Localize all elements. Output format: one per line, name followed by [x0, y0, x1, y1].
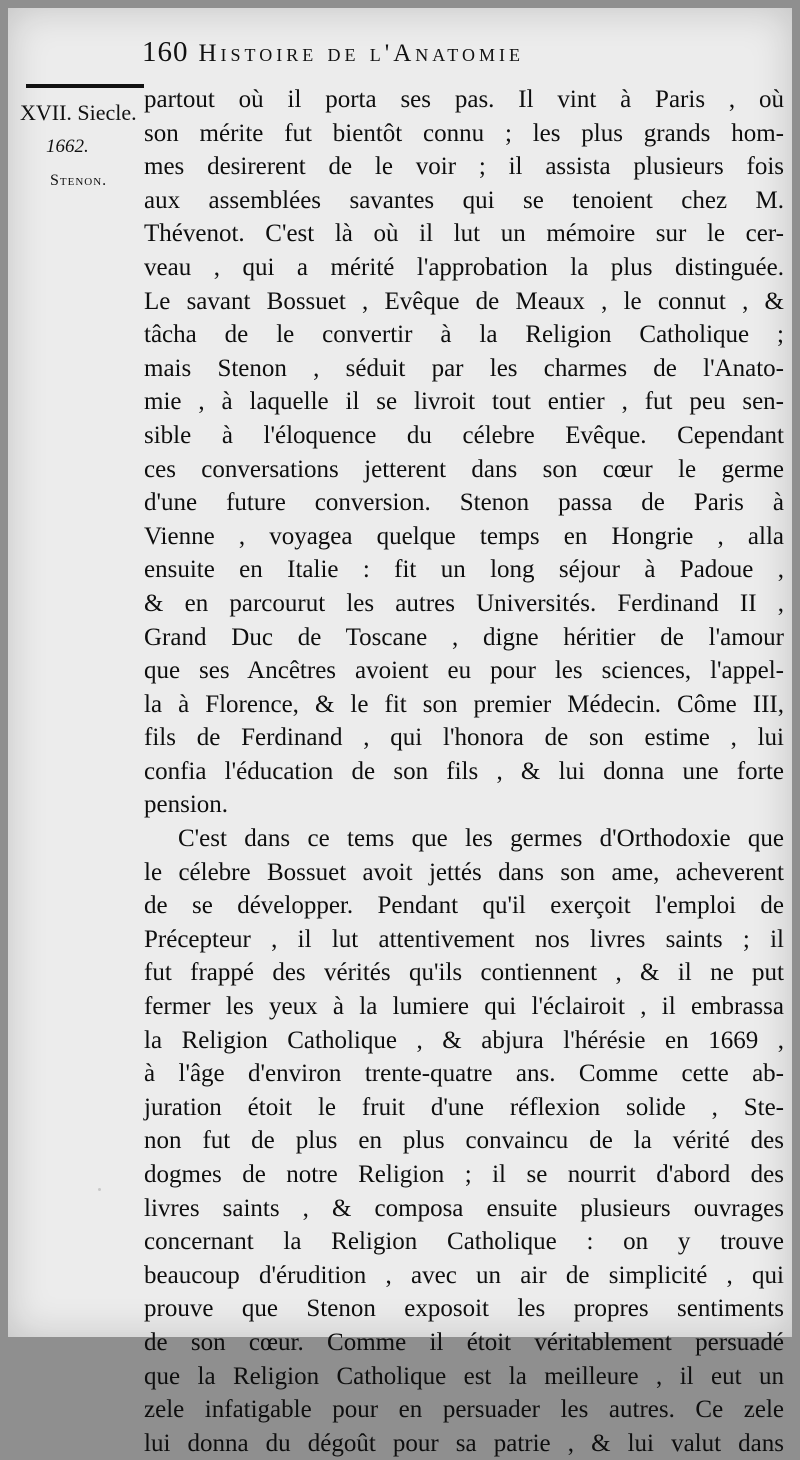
text-line: mais Stenon , séduit par les charmes de l'Anato-	[144, 354, 784, 382]
text-line: veau , qui a mérité l'approbation la plus distinguée.	[144, 253, 784, 281]
text-line: tâcha de le convertir à la Religion Catholique ;	[144, 321, 784, 349]
margin-year: 1662.	[46, 136, 89, 157]
paragraph	[144, 83, 784, 822]
text-line: partout où il porta ses pas. Il vint à Paris , où	[144, 86, 784, 113]
text-line: d'une future conversion. Stenon passa de Paris à	[144, 489, 784, 517]
text-line: que la Religion Catholique est la meilleure , il eut un	[144, 1362, 784, 1390]
text-line: C'est dans ce tems que les germes d'Orthodoxie que	[178, 825, 784, 853]
paragraph	[144, 822, 784, 1460]
text-line: à l'âge d'environ trente-quatre ans. Comme cette ab-	[144, 1060, 784, 1088]
margin-notes	[20, 96, 144, 198]
text-line: zele infatigable pour en persuader les autres. Ce zele	[144, 1396, 784, 1424]
text-line: mes desirerent de le voir ; il assista plusieurs fois	[144, 153, 784, 181]
text-line: livres saints , & composa ensuite plusieurs ouvrages	[144, 1194, 784, 1222]
text-line: ensuite en Italie : fit un long séjour à Padoue ,	[144, 556, 784, 584]
text-line: Précepteur , il lut attentivement nos livres saints ; il	[144, 925, 784, 953]
page-number: 160	[142, 36, 189, 68]
page-header	[142, 36, 782, 76]
text-line: fermer les yeux à la lumiere qui l'éclairoit , il embrassa	[144, 993, 784, 1021]
text-line: juration étoit le fruit d'une réflexion solide , Ste-	[144, 1093, 784, 1121]
text-line: sible à l'éloquence du célebre Evêque. Cependant	[144, 421, 784, 449]
text-line: Grand Duc de Toscane , digne héritier de l'amour	[144, 623, 784, 651]
text-line: aux assemblées savantes qui se tenoient chez M.	[144, 186, 784, 214]
text-line: son mérite fut bientôt connu ; les plus grands hom-	[144, 119, 784, 147]
text-line: lui donna du dégoût pour sa patrie , & lui valut dans	[144, 1429, 784, 1457]
text-line: le célebre Bossuet avoit jettés dans son ame, acheverent	[144, 858, 784, 886]
text-line: prouve que Stenon exposoit les propres sentiments	[144, 1295, 784, 1323]
book-page	[8, 8, 792, 1457]
margin-century: XVII. Siecle.	[20, 100, 137, 125]
text-line: de son cœur. Comme il étoit véritablement persuadé	[144, 1328, 784, 1356]
text-line: Vienne , voyagea quelque temps en Hongrie , alla	[144, 522, 784, 550]
text-line: & en parcourut les autres Universités. Ferdinand II ,	[144, 589, 784, 617]
margin-author: Stenon.	[50, 172, 108, 189]
text-line: de se développer. Pendant qu'il exerçoit l'emploi de	[144, 892, 784, 920]
text-line: non fut de plus en plus convaincu de la vérité des	[144, 1127, 784, 1155]
text-body	[144, 83, 784, 1460]
paper-speck	[98, 1188, 101, 1191]
text-line: la à Florence, & le fit son premier Médecin. Côme III,	[144, 690, 784, 718]
text-line: la Religion Catholique , & abjura l'hérésie en 1669 ,	[144, 1026, 784, 1054]
text-line: que ses Ancêtres avoient eu pour les sciences, l'appel-	[144, 657, 784, 685]
text-line: pension.	[144, 791, 229, 819]
text-line: concernant la Religion Catholique : on y trouve	[144, 1228, 784, 1256]
text-line: confia l'éducation de son fils , & lui donna une forte	[144, 757, 784, 785]
running-title: Histoire de l'Anatomie	[198, 40, 524, 67]
text-line: beaucoup d'érudition , avec un air de simplicité , qui	[144, 1261, 784, 1289]
text-line: ces conversations jetterent dans son cœur le germe	[144, 455, 784, 483]
text-line: Le savant Bossuet , Evêque de Meaux , le connut , &	[144, 287, 784, 315]
text-line: fut frappé des vérités qu'ils contiennent , & il ne put	[144, 959, 784, 987]
text-line: mie , à laquelle il se livroit tout entier , fut peu sen-	[144, 388, 784, 416]
text-line: dogmes de notre Religion ; il se nourrit d'abord des	[144, 1161, 784, 1188]
text-line: Thévenot. C'est là où il lut un mémoire sur le cer-	[144, 220, 784, 248]
margin-rule	[26, 84, 144, 88]
text-line: fils de Ferdinand , qui l'honora de son estime , lui	[144, 724, 784, 752]
